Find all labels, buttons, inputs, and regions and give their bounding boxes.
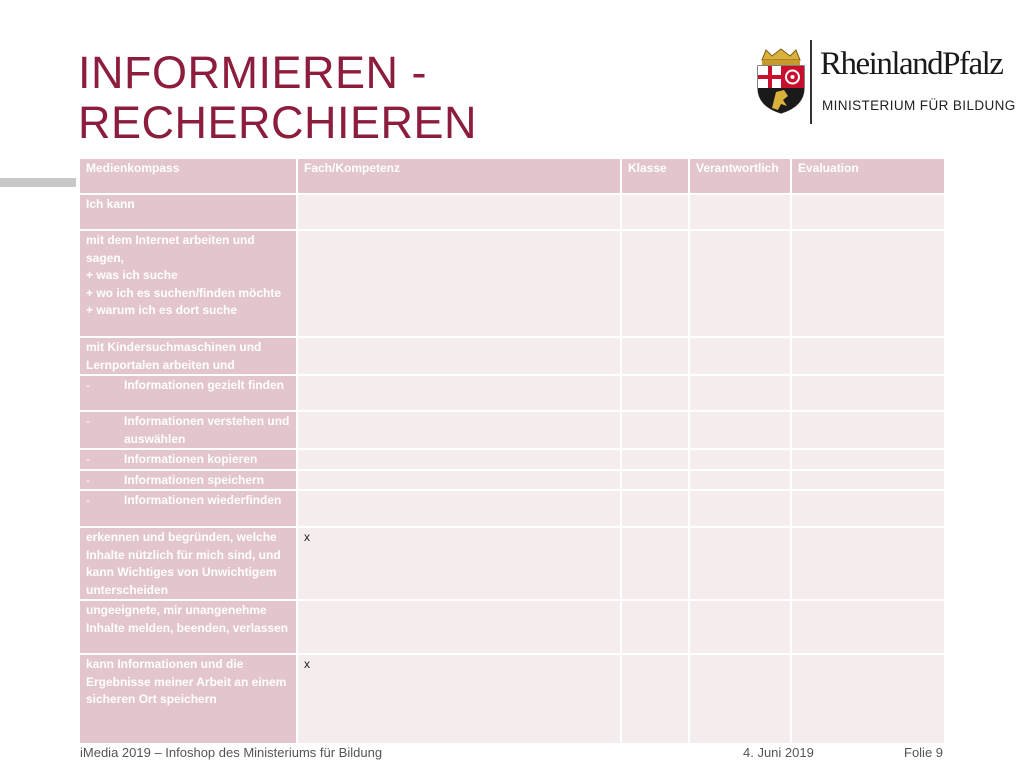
table-row [79, 470, 945, 491]
header-verantwortlich: Verantwortlich [689, 158, 791, 194]
bullet-dash: - [86, 472, 90, 487]
row-competence [79, 411, 297, 449]
row-verantwortlich [689, 654, 791, 744]
slide-title-line-1: INFORMIEREN - [78, 47, 427, 98]
row-evaluation [791, 490, 945, 527]
row-competence: ungeeignete, mir unangenehme Inhalte melden, beenden, verlassen [79, 600, 297, 654]
table-row [79, 490, 945, 527]
row-klasse [621, 375, 689, 411]
row-fach [297, 470, 621, 491]
row-fach: x [297, 654, 621, 744]
table-row [79, 654, 945, 744]
bullet-text: Informationen kopieren [124, 452, 258, 466]
table-row [79, 375, 945, 411]
bullet-dash: - [86, 378, 90, 392]
footer-slide-number: Folie 9 [904, 745, 944, 760]
row-klasse [621, 194, 689, 230]
competence-table [78, 157, 946, 745]
row-fach [297, 337, 621, 375]
row-verantwortlich [689, 375, 791, 411]
row-fach [297, 411, 621, 449]
row-competence [79, 375, 297, 411]
row-evaluation [791, 654, 945, 744]
table-row [79, 527, 945, 600]
row-klasse [621, 337, 689, 375]
row-competence [79, 449, 297, 470]
table-header-row [79, 158, 945, 194]
row-evaluation [791, 470, 945, 491]
row-evaluation [791, 337, 945, 375]
competence-table-wrapper [78, 157, 944, 735]
accent-bar [0, 178, 76, 187]
row-evaluation [791, 194, 945, 230]
row-competence: mit Kindersuchmaschinen und Lernportalen arbeiten und [79, 337, 297, 375]
coat-of-arms-icon [754, 48, 808, 114]
table-row [79, 230, 945, 337]
row-evaluation [791, 600, 945, 654]
header-fach-kompetenz: Fach/Kompetenz [297, 158, 621, 194]
row-klasse [621, 411, 689, 449]
row-competence: kann Informationen und die Ergebnisse meiner Arbeit an einem sicheren Ort speichern [79, 654, 297, 744]
table-row [79, 600, 945, 654]
row-verantwortlich [689, 230, 791, 337]
row-competence: erkennen und begründen, welche Inhalte nützlich für mich sind, und kann Wichtiges von Unwichtigem unterscheiden [79, 527, 297, 600]
footer-event: iMedia 2019 – Infoshop des Ministeriums für Bildung [80, 745, 383, 760]
row-verantwortlich [689, 411, 791, 449]
bullet-text: Informationen speichern [124, 472, 265, 487]
table-row [79, 411, 945, 449]
row-fach [297, 490, 621, 527]
bullet-text: Informationen verstehen und auswählen [124, 414, 290, 446]
row-competence [79, 490, 297, 527]
competence-line: + was ich suche [86, 268, 178, 282]
logo-ministry-label: MINISTERIUM FÜR BILDUNG [822, 98, 1016, 113]
logo-wordmark: RheinlandPfalz [820, 46, 1003, 82]
bullet-text: Informationen wiederfinden [124, 493, 282, 507]
bullet-dash: - [86, 414, 90, 428]
row-evaluation [791, 375, 945, 411]
row-klasse [621, 654, 689, 744]
row-evaluation [791, 411, 945, 449]
competence-line: + wo ich es suchen/finden möchte [86, 285, 282, 300]
bullet-dash: - [86, 493, 90, 507]
row-competence [79, 230, 297, 337]
row-fach [297, 230, 621, 337]
row-verantwortlich [689, 600, 791, 654]
header-medienkompass: Medienkompass [79, 158, 297, 194]
bullet-dash: - [86, 452, 90, 466]
table-row [79, 337, 945, 375]
row-fach [297, 449, 621, 470]
row-evaluation [791, 230, 945, 337]
row-evaluation [791, 449, 945, 470]
row-verantwortlich [689, 337, 791, 375]
row-fach [297, 194, 621, 230]
rlp-logo [752, 40, 1016, 128]
row-fach: x [297, 527, 621, 600]
table-row [79, 449, 945, 470]
slide-title [78, 48, 598, 148]
row-klasse [621, 230, 689, 337]
competence-line: + warum ich es dort suche [86, 303, 238, 317]
table-row [79, 194, 945, 230]
competence-line: mit dem Internet arbeiten und sagen, [86, 233, 255, 265]
row-klasse [621, 490, 689, 527]
header-klasse: Klasse [621, 158, 689, 194]
row-fach [297, 600, 621, 654]
row-verantwortlich [689, 490, 791, 527]
row-klasse [621, 449, 689, 470]
logo-divider [810, 40, 812, 124]
slide-title-line-2: RECHERCHIEREN [78, 97, 478, 148]
row-fach [297, 375, 621, 411]
row-verantwortlich [689, 194, 791, 230]
footer-date: 4. Juni 2019 [743, 745, 814, 760]
row-klasse [621, 470, 689, 491]
row-evaluation [791, 527, 945, 600]
header-evaluation: Evaluation [791, 158, 945, 194]
row-verantwortlich [689, 470, 791, 491]
row-klasse [621, 527, 689, 600]
bullet-text: Informationen gezielt finden [124, 378, 285, 392]
row-verantwortlich [689, 449, 791, 470]
row-verantwortlich [689, 527, 791, 600]
row-competence [79, 470, 297, 491]
row-competence: Ich kann [79, 194, 297, 230]
row-klasse [621, 600, 689, 654]
